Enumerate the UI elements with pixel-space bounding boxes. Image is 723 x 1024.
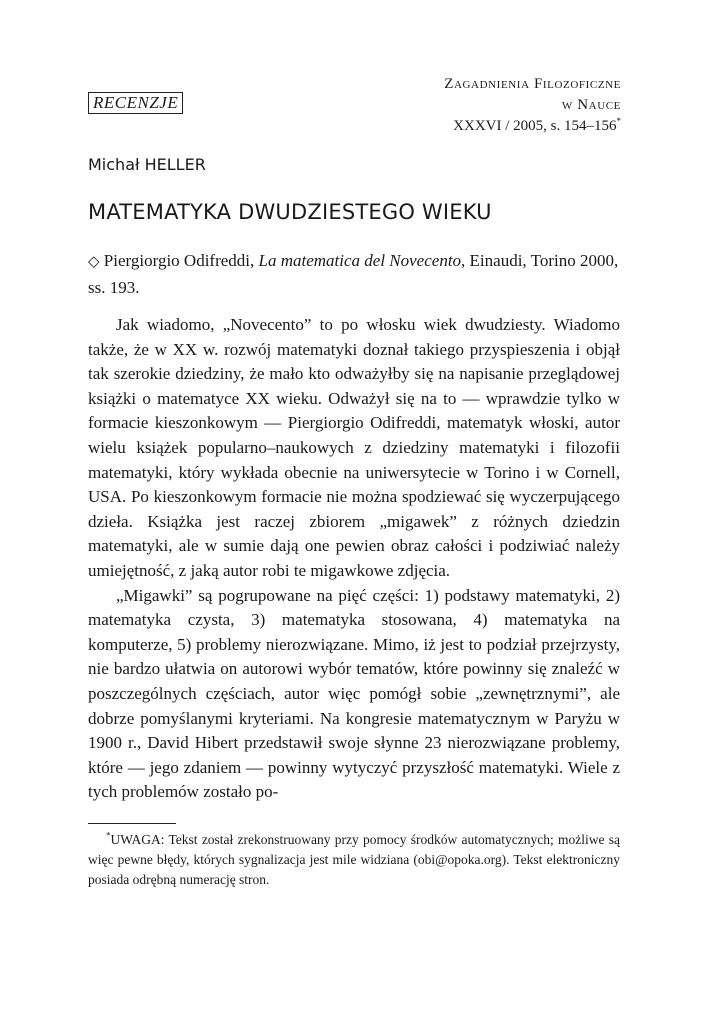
- journal-issue: [444, 116, 621, 137]
- article-author: Michał HELLER: [88, 155, 206, 174]
- article-body: [88, 313, 620, 805]
- bib-author: Piergiorgio Odifreddi,: [103, 251, 255, 270]
- journal-footnote-mark: *: [616, 116, 621, 126]
- diamond-icon: ◇: [88, 254, 100, 270]
- footnote-paragraph: [88, 830, 620, 890]
- bib-publisher: , Einaudi, Torino 2000, ss. 193.: [88, 251, 619, 297]
- body-paragraph-2: „Migawki” są pogrupowane na pięć części: 1) podstawy matematyki, 2) matematyka czysta, 3) matematyka stosowana, 4) matematyka na komputerze, 5) problemy nierozwiązane. Mimo, iż jest to podział przejrzysty, nie bardzo ułatwia on autorowi wybór tematów, które powinny się znaleźć w poszczególnych częściach, autor więc pomógł sobie „zewnętrznymi”, ale dobrze pomyślanymi kryteriami. Na kongresie matematycznym w Paryżu w 1900 r., David Hibert przedstawił swoje słynne 23 nierozwiązane problemy, które — jego zdaniem — powinny wytyczyć przyszłość matematyki. Wiele z tych problemów zostało po-: [88, 585, 620, 802]
- body-paragraph-1: Jak wiadomo, „Novecento” to po włosku wiek dwudziesty. Wiadomo także, że w XX w. rozwój matematyki doznał takiego przyspieszenia i objął tak szerokie dziedziny, że mało kto odważyłby się na napisanie przeglądowej książki o matematyce XX wieku. Odważył się na to — wprawdzie tylko w formacie kieszonkowym — Piergiorgio Odifreddi, matematyk włoski, autor wielu książek popularno–naukowych z dziedziny matematyki i filozofii matematyki, który wykłada obecnie na uniwersytecie w Torino i w Cornell, USA. Po kieszonkowym formacie nie można spodziewać się wyczerpującego dzieła. Książka jest raczej zbiorem „migawek” z różnych dziedzin matematyki, ale w sumie dają one pewien obraz całości i podziwiać należy umiejętność, z jaką autor robi te migawkowe zdjęcia.: [88, 315, 620, 580]
- journal-subtitle: w Nauce: [561, 97, 621, 113]
- bibliography-entry: [88, 248, 620, 300]
- footnote-rule: [88, 823, 176, 824]
- footnote-mark: *: [106, 830, 111, 841]
- bib-book-title: La matematica del Novecento: [258, 251, 462, 270]
- journal-issue-text: XXXVI / 2005, s. 154–156: [453, 118, 617, 134]
- section-badge: RECENZJE: [88, 92, 183, 114]
- journal-header: [444, 74, 621, 137]
- footnote: [88, 830, 620, 890]
- article-title: MATEMATYKA DWUDZIESTEGO WIEKU: [88, 200, 492, 224]
- journal-name: Zagadnienia Filozoficzne: [444, 76, 621, 92]
- footnote-text: UWAGA: Tekst został zrekonstruowany przy pomocy środków automatycznych; możliwe są więc pewne błędy, których sygnalizacja jest mile widziana (obi@opoka.org). Tekst elektroniczny posiada odrębną numerację stron.: [88, 832, 620, 887]
